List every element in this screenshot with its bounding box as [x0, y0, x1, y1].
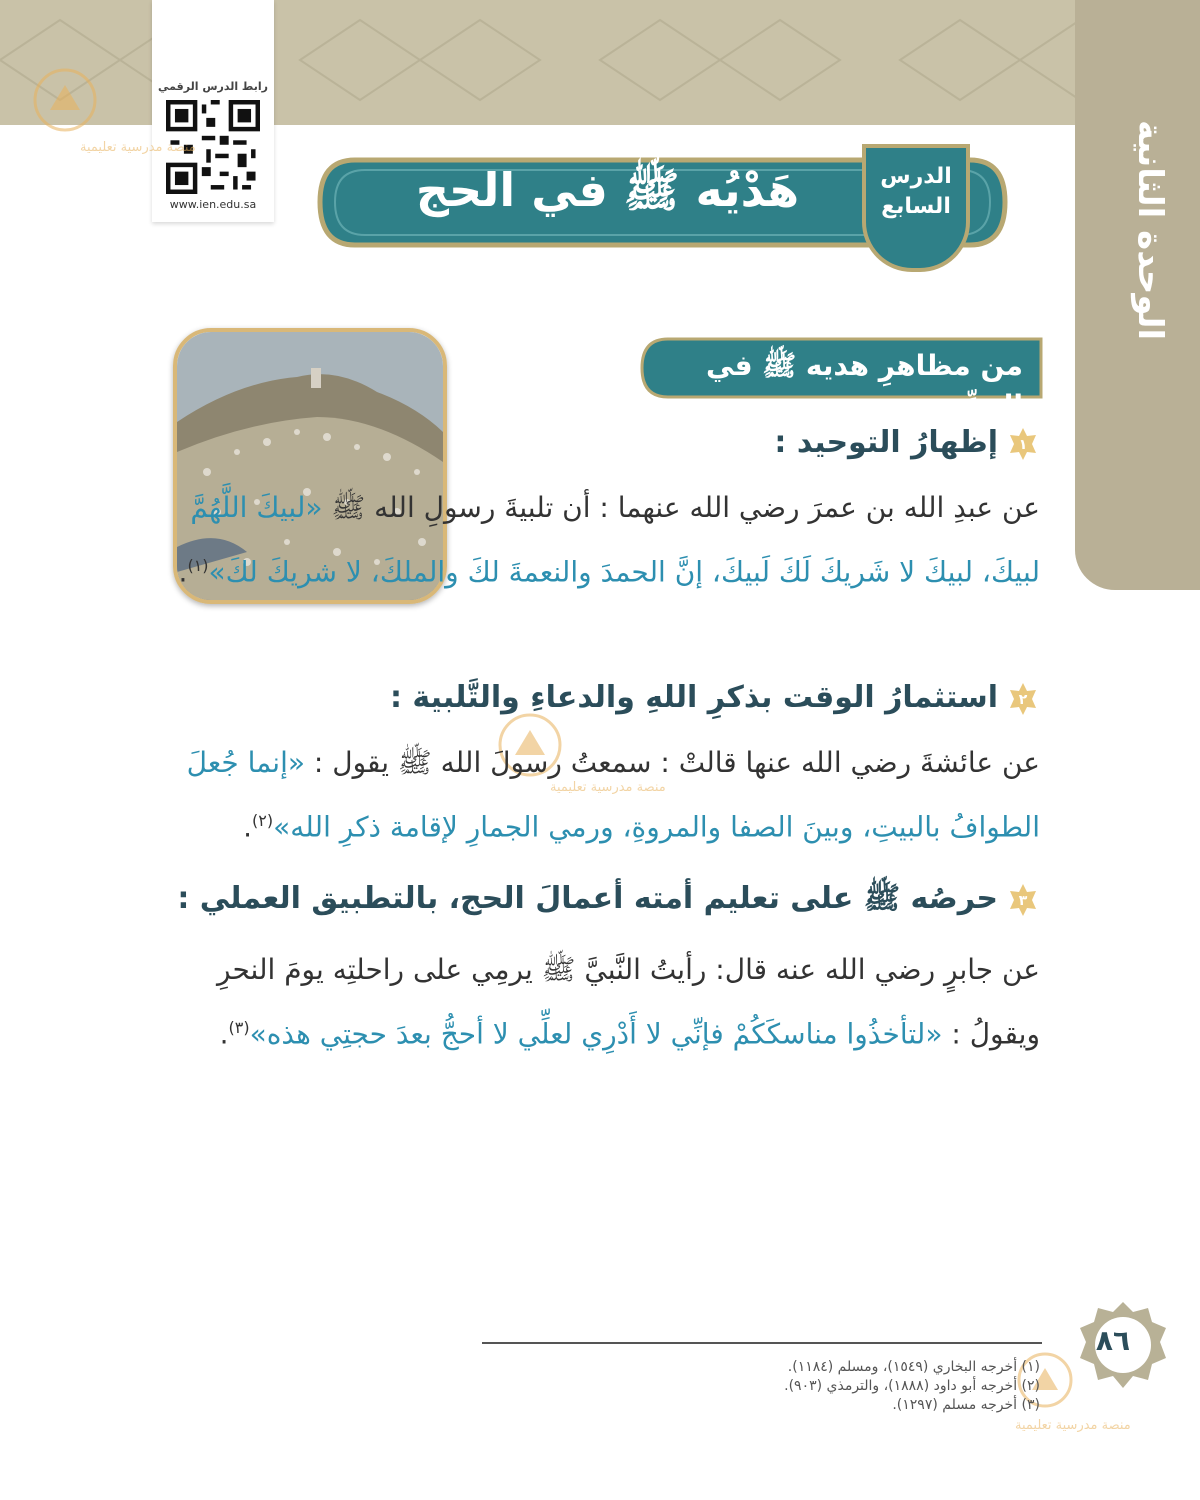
hadith-quote: «إنما جُعلَ الطوافُ بالبيتِ، وبينَ الصفا والمروةِ، ورمي الجمارِ لإقامة ذكرِ الله»: [186, 745, 1040, 843]
footnote-item: (٣) أخرجه مسلم (١٢٩٧).: [892, 1397, 1040, 1413]
watermark-logo-icon: [30, 65, 100, 135]
footnote-divider: [482, 1342, 1042, 1344]
footnote-item: (٢) أخرجه أبو داود (١٨٨٨)، والترمذي (٩٠٣).: [784, 1378, 1040, 1394]
point-heading-text: إظهارُ التوحيد :: [774, 425, 998, 460]
qr-url[interactable]: www.ien.edu.sa: [169, 198, 257, 211]
point-number: ١: [1018, 436, 1028, 453]
qr-label: رابط الدرس الرقمي: [158, 80, 268, 93]
point-heading-text: حرصُه ﷺ على تعليم أمته أعمالَ الحج، بالتطبيق العملي :: [177, 881, 998, 916]
unit-label: الوحدة الثانية: [1130, 120, 1170, 341]
lesson-title-banner: [315, 150, 1010, 255]
hadith-quote: «لبيكَ اللَّهُمَّ لبيكَ، لبيكَ لا شَريكَ لَكَ لَبيكَ، إنَّ الحمدَ والنعمةَ لكَ والملكَ، لا شريكَ لكَ»: [190, 490, 1040, 588]
point-2: [160, 680, 1040, 856]
section-title: من مظاهرِ هديه ﷺ في الحجِّ :: [705, 349, 1023, 422]
point-body: [160, 941, 1040, 1063]
footnote-item: (١) أخرجه البخاري (١٥٤٩)، ومسلم (١١٨٤).: [787, 1359, 1040, 1375]
point-1: [160, 425, 1040, 601]
point-end: .: [243, 809, 253, 843]
point-intro: عن عائشةَ رضي الله عنها قالتْ : سمعتُ رسولَ الله ﷺ يقول :: [305, 745, 1040, 779]
footnote-ref[interactable]: (٣): [228, 1018, 250, 1037]
point-end: .: [178, 554, 188, 588]
section-banner: [638, 335, 1043, 422]
point-body: [160, 479, 1040, 601]
watermark-tagline: منصة مدرسية تعليمية: [80, 140, 196, 155]
page-number: ٨٦: [1095, 1324, 1131, 1357]
watermark-tagline: منصة مدرسية تعليمية: [550, 780, 666, 795]
lesson-tag-line2: السابع: [881, 194, 951, 219]
point-heading: [160, 425, 1040, 461]
point-number: ٢: [1018, 691, 1028, 708]
qr-card[interactable]: [152, 0, 274, 222]
point-heading: [160, 880, 1040, 923]
point-end: .: [219, 1017, 229, 1051]
hadith-quote: «لتأخذُوا مناسكَكُمْ فإنِّي لا أَدْرِي لعلِّي لا أحجُّ بعدَ حجتِي هذه»: [249, 1017, 943, 1051]
star-number-icon: [1006, 427, 1040, 461]
footnote-ref[interactable]: (١): [187, 555, 209, 575]
unit-side-band: [1075, 0, 1200, 590]
footnotes: [784, 1358, 1040, 1415]
watermark-top-left: [30, 65, 196, 155]
lesson-tag-line1: الدرس: [880, 164, 952, 189]
point-intro: عن جابرٍ رضي الله عنه قال: رأيتُ النَّبيَّ ﷺ يرمِي على راحلتِه يومَ النحرِ ويقولُ :: [217, 953, 1040, 1051]
star-number-icon: [1006, 883, 1040, 917]
star-number-icon: [1006, 682, 1040, 716]
lesson-title: هَدْيُه ﷺ في الحج: [415, 163, 800, 217]
point-number: ٣: [1018, 892, 1028, 909]
point-body: [160, 734, 1040, 856]
lesson-number-tag: [862, 144, 970, 272]
point-3: [160, 880, 1040, 1063]
footnote-ref[interactable]: (٢): [252, 810, 274, 830]
point-heading: [160, 680, 1040, 716]
point-intro: عن عبدِ الله بن عمرَ رضي الله عنهما : أن تلبيةَ رسولِ الله ﷺ: [322, 490, 1040, 524]
point-heading-text: استثمارُ الوقت بذكرِ اللهِ والدعاءِ والتَّلبية :: [389, 680, 998, 715]
watermark-tagline: منصة مدرسية تعليمية: [1015, 1418, 1131, 1433]
